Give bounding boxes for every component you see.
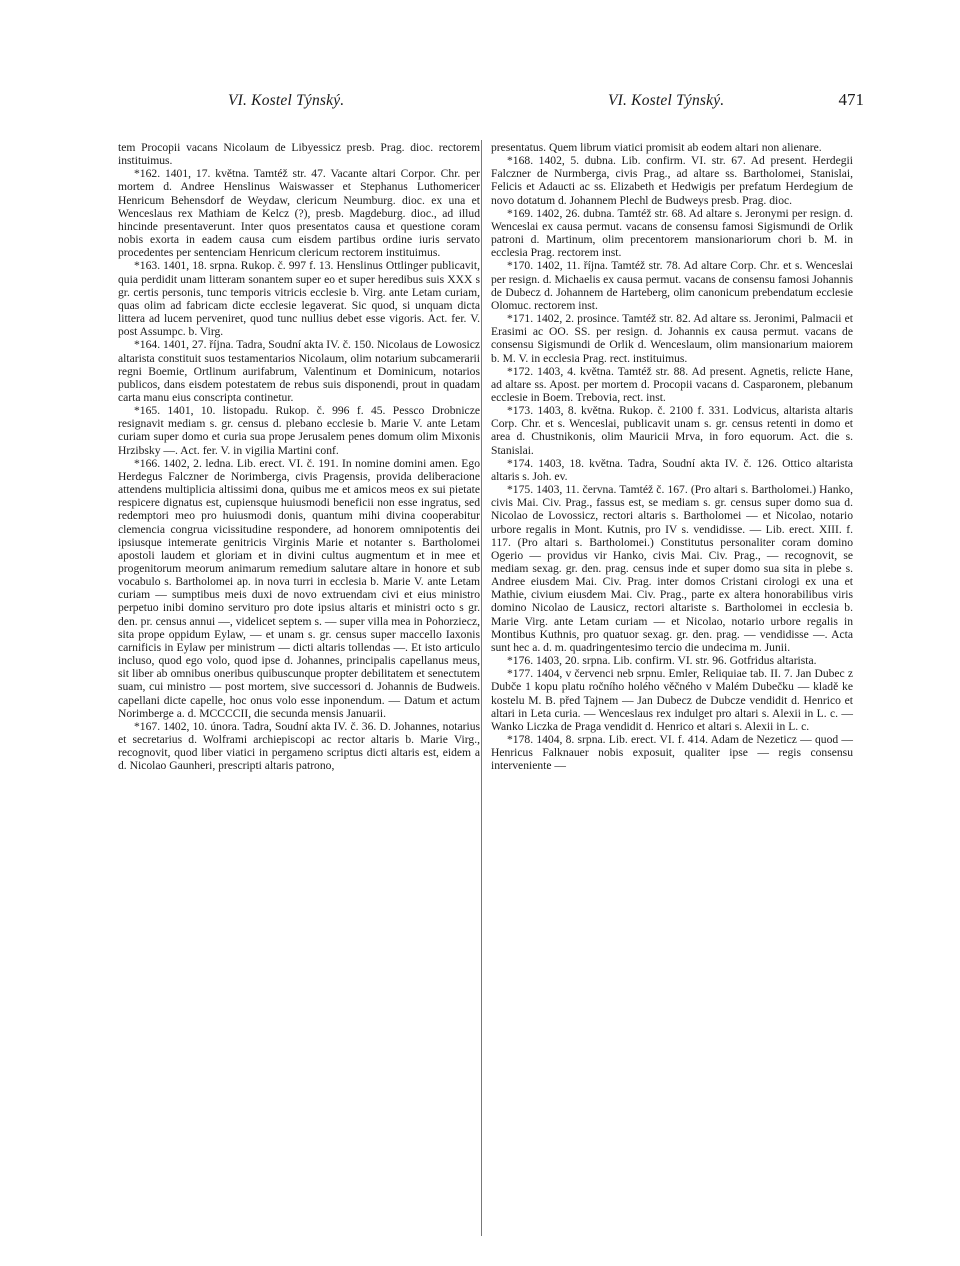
entry-174: *174. 1403, 18. května. Tadra, Soudní akta IV. č. 126. Ottico altarista altaris s. Joh. ev. bbox=[491, 456, 853, 483]
entry-175: *175. 1403, 11. června. Tamtéž č. 167. (Pro altari s. Bartholomei.) Hanko, civis Mai. Civ. Prag., fassus est, se mediam s. gr. census super domo sua d. Nicolao de Lovossicz, rectori altaris s. Bartholomei — et Nicolao, notario urbore regalis in Mont. Kutnis, pro IV s. vendidisse. — Lib. erect. XIII. f. 117. (Pro altari s. Bartholomei.) Constitutus personaliter coram domino Ogerio — providus vir Hanko, civis Mai. Civ. Prag., — recognovit, se mediam sexag. gr. den. prag. census inde et super domo sua sita in plebe s. Andree eiusdem Mai. Civ. Prag. inter domos Cristani cirologi ex una et Mathie, civium eiusdem Mai. Civ. Prag., parte ex altera honorabilibus viris domino Nicolao de Lausicz, rectori altariste s. Bartholomei in ecclesia b. Marie Virg. ante Letam curiam — et Nicolao, notario urbore regalis in Montibus Kuthnis, pro quatuor sexag. gr. den. prag. — vendidisse —. Acta sunt hec a. d. m. quadringentesimo tercio die undecima m. Junii. bbox=[491, 483, 853, 654]
entry-163: *163. 1401, 18. srpna. Rukop. č. 997 f. 13. Henslinus Ottlinger publicavit, quia perdidit unam litteram sonantem super eo et super heredibus suis XXX s gr. certis personis, tunc temporis vitricis ecclesie b. Virg. ante Letam curiam, quas olim ad fabricam dicte ecclesie legaverat. Sic quod, si unquam dicta littera ad lucem perveniret, quod tunc nullius debet esse vigoris. Act. fer. V. post Assumpc. b. Virg. bbox=[118, 259, 480, 339]
entry-177: *177. 1404, v červenci neb srpnu. Emler, Reliquiae tab. II. 7. Jan Dubec z Dubče 1 kopu platu ročního holého věčného v Malém Dubečku — kladě ke kostelu M. B. před Tajnem — Jan Dubecz de Dubcze vendidit d. Henrico et altari in Leta curia. — Wenceslaus rex indulget pro altari s. Alexii in L. c. — Wanko Liczka de Praga vendidit d. Henrico et altari s. Alexii in L. c. bbox=[491, 667, 853, 733]
page-number: 471 bbox=[838, 90, 864, 109]
running-header-left: VI. Kostel Týnský. bbox=[228, 92, 345, 109]
entry-168: *168. 1402, 5. dubna. Lib. confirm. VI. str. 67. Ad present. Herdegii Falczner de Nurmberga, civis Prag., ad altare ss. Bartholomei, Stanislai, Felicis et Adaucti ac ss. Elizabeth et Hedwigis per prefatum Herdegium de novo dotatum d. Johannem Plechl de Budweys presb. Prag. dioc. bbox=[491, 154, 853, 207]
entry-169: *169. 1402, 26. dubna. Tamtéž str. 68. Ad altare s. Jeronymi per resign. d. Wenceslai ex causa permut. vacans de consensu famosi Sigismundi de Orlik patroni d. Martinum, olim precentorem mansionariorum chori b. M. in ecclesia Prag. rectorem inst. bbox=[491, 206, 853, 260]
entry-173: *173. 1403, 8. května. Rukop. č. 2100 f. 331. Lodvicus, altarista altaris Corp. Chr. et s. Wenceslai, publicavit unam s. gr. census retenti in domo et area d. Chustnikonis, olim Mauricii Mrva, in foro equorum. Act. die s. Stanislai. bbox=[491, 404, 853, 457]
left-column bbox=[118, 141, 480, 773]
entry-176: *176. 1403, 20. srpna. Lib. confirm. VI. str. 96. Gotfridus altarista. bbox=[507, 654, 817, 668]
entry-178: *178. 1404, 8. srpna. Lib. erect. VI. f. 414. Adam de Nezeticz — quod — Henricus Falknauer nobis exposuit, qualiter ipse — regis consensu interveniente — bbox=[491, 733, 853, 773]
entry-171: *171. 1402, 2. prosince. Tamtéž str. 82. Ad altare ss. Jeronimi, Palmacii et Erasimi ac OO. SS. per resign. d. Johannis ex causa permut. vacans de consensu Sigismundi de Orlik d. Wenceslaum, olim mansionarium maiorem b. M. V. in ecclesia Prag. rect. instituimus. bbox=[491, 312, 853, 365]
paragraph-continuation: tem Procopii vacans Nicolaum de Libyessicz presb. Prag. dioc. rectorem instituimus. bbox=[118, 141, 480, 168]
entry-170: *170. 1402, 11. října. Tamtéž str. 78. Ad altare Corp. Chr. et s. Wenceslai per resign. d. Michaelis ex causa permut. vacans de consensu famosi Johannis de Dubecz d. Johannem de Harteberg, olim canonicum prebendatum ecclesie Olomuc. rectorem inst. bbox=[491, 259, 853, 312]
column-divider bbox=[481, 140, 482, 1236]
entry-167: *167. 1402, 10. února. Tadra, Soudní akta IV. č. 36. D. Johannes, notarius et secretarius d. Wolframi archiepiscopi ac rector altaris b. Marie Virg., recognovit, quod liber viatici in pergameno scriptus dicti altaris est, eidem a d. Nicolao Gaunheri, prescripti altaris patrono, bbox=[118, 719, 480, 773]
entry-162: *162. 1401, 17. května. Tamtéž str. 47. Vacante altari Corpor. Chr. per mortem d. Andree Henslinus Waiswasser et Stephanus Luthomericer Henricum Behensdorf de Weydaw, clericum Neumburg. dioc. ex una et Wenceslaus rex Mathiam de Kelcz (?), presb. Magdeburg. dioc., ad illud hincinde presentaverunt. Inter quos presentatos causa et questione coram nobis exorta in eadem causa cum eisdem partibus ordine iuris servato procedentes per sentenciam Henricum clericum rectorem instituimus. bbox=[118, 167, 480, 260]
right-column bbox=[491, 141, 853, 773]
entry-172: *172. 1403, 4. května. Tamtéž str. 88. Ad present. Agnetis, relicte Hane, ad altare ss. Apost. per mortem d. Procopii vacans d. Casparonem, plebanum ecclesie in Boem. Trebovia, rect. inst. bbox=[491, 364, 853, 404]
entry-164: *164. 1401, 27. října. Tadra, Soudní akta IV. č. 150. Nicolaus de Lowosicz altarista constituit suos testamentarios Nicolaum, olim notarium subcamerarii regni Boemie, Ortlinum aurifabrum, Valentinum et Dominicum, notarios publicos, dans eisdem potestatem de rebus suis disponendi, prout in quadam carta manu eius conscripta continetur. bbox=[118, 338, 480, 404]
paragraph-continuation: presentatus. Quem librum viatici promisit ab eodem altari non alienare. bbox=[491, 141, 822, 154]
entry-166: *166. 1402, 2. ledna. Lib. erect. VI. č. 191. In nomine domini amen. Ego Herdegus Falczner de Norimberga, civis Pragensis, provida deliberacione attendens multiplicia altissimi dona, quibus me et amicos meos ex sui pietate respicere dignatus est, cupiensque huiusmodi beneficii non esse ingratus, sed redemptori meo pro huiusmodi donis, quantum mihi divina cooperabitur clemencia congrua vicissitudine respondere, ad honorem omnipotentis dei ipsiusque intemerate genitricis Virginis Marie et notanter s. Bartholomei apostoli laudem et gloriam et in divini cultus augmentum et in mee et progenitorum meorum animarum remedium salutare altare in honore et sub vocabulo s. Bartholomei ap. in nova turri in ecclesia b. Marie V. ante Letam curiam — sumptibus meis duxi de novo extruendam civi et eius ministro perpetuo inibi domino serviturо pro dote ipsius altaris et ministri octo s gr. den. pr. census annui —, videlicet septem s. — super villa mea in Pohorziecz, sita prope oppidum Eylaw, — et unam s. gr. census super maccello Iaxonis carnificis in Eylaw per ministrum — dicti altaris tollendas —. Et isto articulo incluso, quod ego volo, quod ipse d. Johannes, principalis capellanus meus, sit liber ab omnibus oneribus quibuscunque propter debilitatem et senectutem suam, cui ministro — post mortem, sive successori d. Johannis de Budweis. capellani dicte capelle, hoc onus volo esse inponendum. — Datum et actum Norimberge a. d. MCCCCII, die secunda mensis Januarii. bbox=[118, 456, 480, 720]
entry-165: *165. 1401, 10. listopadu. Rukop. č. 996 f. 45. Pessco Drobnicze resignavit mediam s. gr. census d. plebano ecclesie b. Marie V. ante Letam curiam super domo et curia sua prope Jerusalem penes domum olim Mixonis Hrzibsky —. Act. fer. V. in vigilia Martini conf. bbox=[118, 404, 480, 457]
running-header-right: VI. Kostel Týnský. bbox=[608, 92, 725, 109]
